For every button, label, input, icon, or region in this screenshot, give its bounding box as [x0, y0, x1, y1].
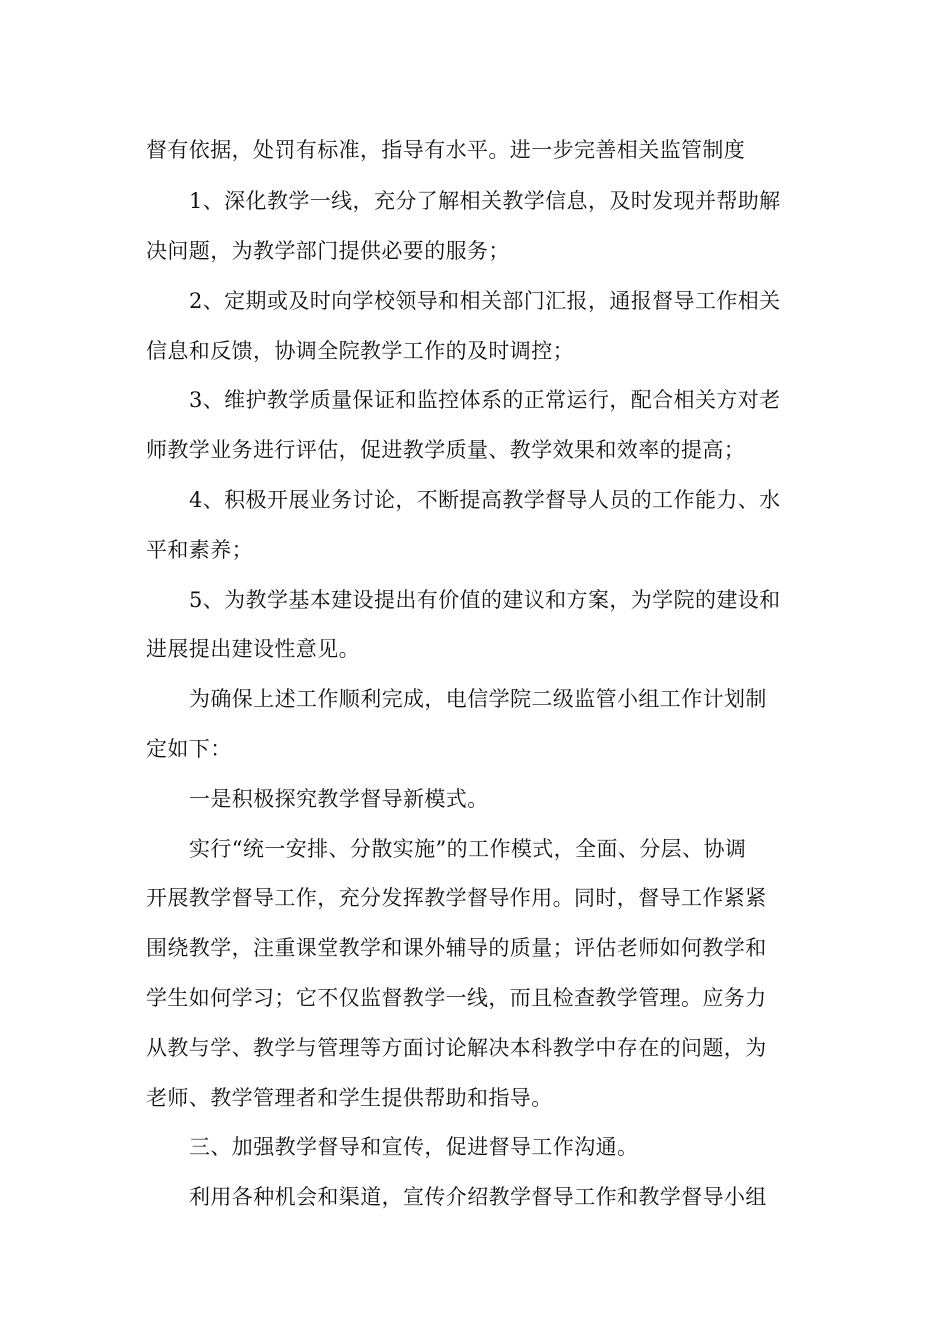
paragraph-line: 平和素养；	[146, 538, 253, 562]
paragraph-line: 定如下：	[146, 737, 232, 761]
paragraph-line: 实行“统一安排、分散实施”的工作模式，全面、分层、协调	[189, 837, 747, 861]
paragraph-line: 为确保上述工作顺利完成，电信学院二级监管小组工作计划制	[189, 687, 767, 711]
paragraph-line: 决问题，为教学部门提供必要的服务；	[146, 239, 510, 263]
paragraph-line: 围绕教学，注重课堂教学和课外辅导的质量；评估老师如何教学和	[146, 936, 767, 960]
paragraph-line: 一是积极探究教学督导新模式。	[189, 787, 489, 811]
paragraph-line: 老师、教学管理者和学生提供帮助和指导。	[146, 1086, 553, 1110]
paragraph-line: 2、定期或及时向学校领导和相关部门汇报，通报督导工作相关	[189, 289, 781, 313]
paragraph-line: 1、深化教学一线，充分了解相关教学信息，及时发现并帮助解	[189, 189, 781, 213]
paragraph-line: 3、维护教学质量保证和监控体系的正常运行，配合相关方对老	[189, 388, 781, 412]
paragraph-line: 师教学业务进行评估，促进教学质量、教学效果和效率的提高；	[146, 438, 746, 462]
paragraph-line: 从教与学、教学与管理等方面讨论解决本科教学中存在的问题，为	[146, 1036, 767, 1060]
paragraph-line: 学生如何学习；它不仅监督教学一线，而且检查教学管理。应务力	[146, 986, 767, 1010]
paragraph-line: 4、积极开展业务讨论，不断提高教学督导人员的工作能力、水	[189, 488, 781, 512]
paragraph-line: 信息和反馈，协调全院教学工作的及时调控；	[146, 339, 574, 363]
paragraph-line: 5、为教学基本建设提出有价值的建议和方案，为学院的建设和	[189, 588, 781, 612]
paragraph-line: 督有依据，处罚有标准，指导有水平。进一步完善相关监管制度	[146, 138, 746, 162]
paragraph-line: 进展提出建设性意见。	[146, 637, 360, 661]
paragraph-line: 三、加强教学督导和宣传，促进督导工作沟通。	[189, 1135, 639, 1159]
paragraph-line: 利用各种机会和渠道，宣传介绍教学督导工作和教学督导小组	[189, 1185, 767, 1209]
paragraph-line: 开展教学督导工作，充分发挥教学督导作用。同时，督导工作紧紧	[146, 886, 767, 910]
